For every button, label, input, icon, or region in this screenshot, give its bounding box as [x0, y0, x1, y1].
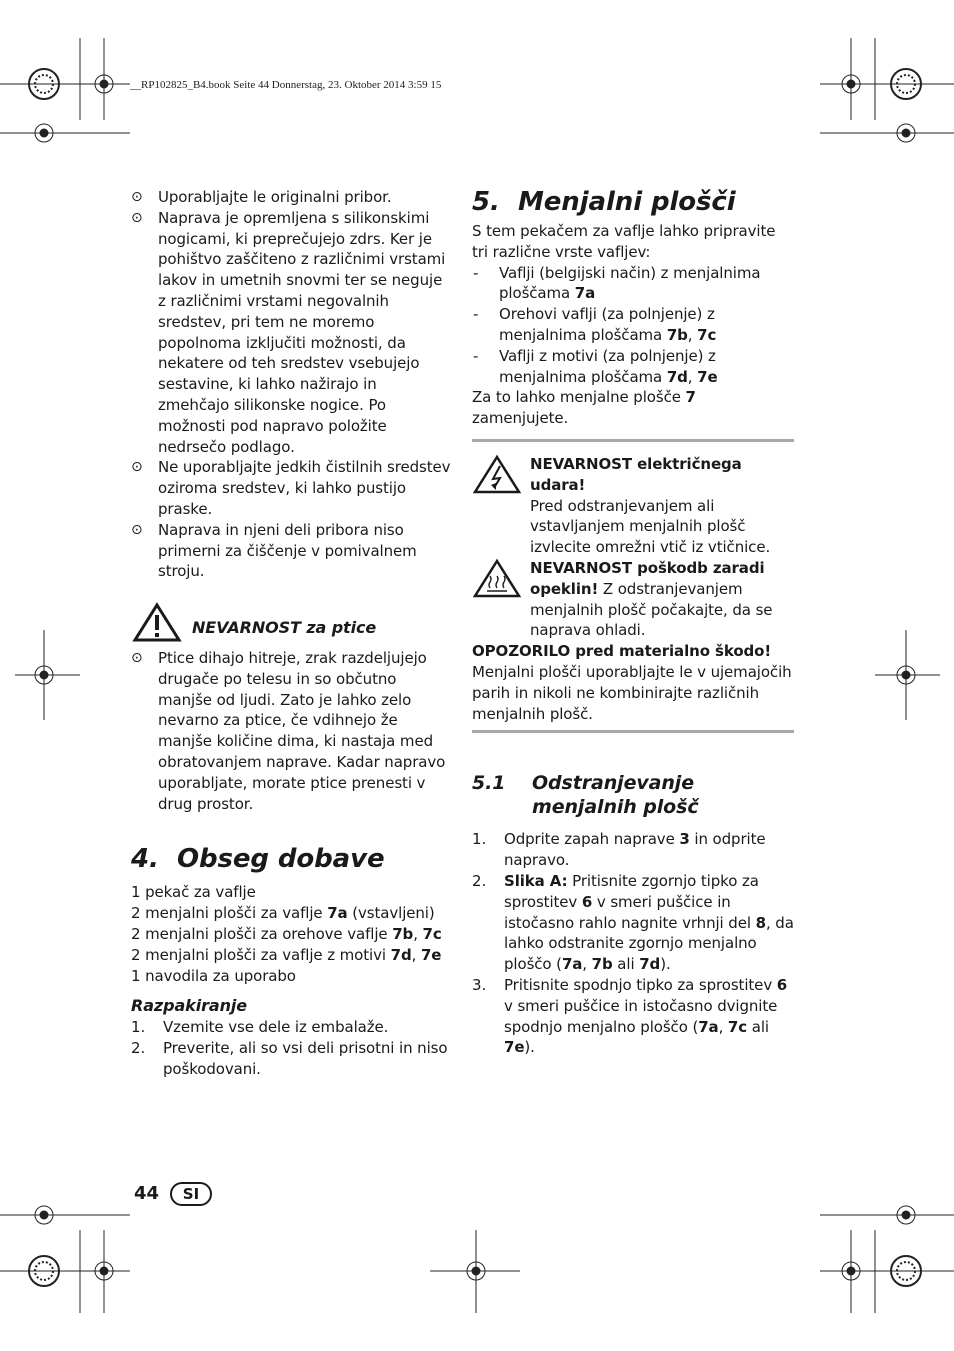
list-item: 2. Preverite, ali so vsi deli prisotni in niso poškodovani. [131, 1038, 448, 1078]
print-header-line: __RP102825_B4.book Seite 44 Donnerstag, 23. Oktober 2014 3:59 15 [130, 79, 442, 91]
section-4-heading: 4. Obseg dobave [131, 844, 385, 875]
birds-warning-title: NEVARNOST za ptice [192, 618, 377, 638]
list-item: 3. Pritisnite spodnjo tipko za sprostitev 6 v smeri puščice in istočasno dvignite spodnjo menjalno ploščo (7a, 7c ali 7e). [472, 975, 788, 1057]
section-5-intro: S tem pekačem za vaflje lahko pripravite tri različne vrste vafljev: [472, 222, 776, 261]
section-5-heading: 5. Menjalni plošči [472, 187, 736, 217]
delivery-item: 2 menjalni plošči za vaflje z motivi 7d, 7e [131, 945, 442, 964]
caution-title: OPOZORILO pred materialno škodo! [472, 642, 772, 661]
list-item: - Orehovi vaflji (za polnjenje) z menjalnima ploščama 7b, 7c [473, 305, 717, 344]
unpacking-heading: Razpakiranje [131, 996, 248, 1016]
list-item: - Vaflji (belgijski način) z menjalnima ploščama 7a [473, 263, 761, 303]
list-item: 1. Odprite zapah naprave 3 in odprite napravo. [472, 830, 766, 870]
warning-triangle-icon [132, 602, 192, 648]
language-badge: SI [170, 1182, 212, 1206]
list-item: 1. Vzemite vse dele iz embalaže. [131, 1018, 389, 1037]
delivery-item: 2 menjalni plošči za vaflje 7a (vstavljeni) [131, 904, 435, 923]
bullet-icon: ⊙ [131, 459, 143, 476]
right-column [472, 187, 794, 1058]
left-column [131, 187, 451, 1079]
page-number: 44 [134, 1183, 160, 1204]
list-item: ⊙ Uporabljajte le originalni pribor. [131, 188, 392, 206]
bullet-icon: ⊙ [131, 209, 143, 226]
list-item: ⊙ Naprava in njeni deli pribora niso primerni za čiščenje v pomivalnem stroju. [131, 520, 417, 581]
burn-warning: NEVARNOST poškodb zaradi opeklin! Z odstranjevanjem menjalnih plošč počakajte, da se naprava ohladi. [472, 558, 794, 641]
birds-warning [131, 602, 451, 648]
bullet-icon: ⊙ [131, 649, 143, 666]
list-item: ⊙ Ne uporabljajte jedkih čistilnih sredstev oziroma sredstev, ki lahko pustijo praske. [131, 458, 451, 518]
bullet-icon: ⊙ [131, 521, 143, 538]
delivery-item: 1 pekač za vaflje [131, 883, 256, 902]
list-item: ⊙ Naprava je opremljena s silikonskimi nogicami, ki preprečujejo zdrs. Ker je pohištvo zaščiteno z različnimi vrstami lakov in umetnih snovmi ter se neguje z različnimi vrstami negovalnih sredstev, pri tem ne moremo popolnoma izključiti možnosti, da nekatere od teh sredstev vsebujejo sestavine, ki lahko nažirajo in zmehčajo silikonske nogice. Po možnosti pod napravo položite nedrsečo podlago. [131, 208, 446, 456]
delivery-item: 1 navodila za uporabo [131, 966, 296, 985]
electric-shock-icon [472, 454, 530, 500]
hot-surface-icon [472, 558, 530, 604]
section-5-1-heading: 5.1 Odstranjevanje menjalnih plošč [472, 772, 699, 819]
list-item: - Vaflji z motivi (za polnjenje) z menjalnima ploščama 7d, 7e [473, 346, 718, 386]
electric-warning: NEVARNOST električnega udara! Pred odstranjevanjem ali vstavljanjem menjalnih plošč izvlecite omrežni vtič iz vtičnice. [472, 454, 794, 558]
list-item: 2. Slika A: Pritisnite zgornjo tipko za sprostitev 6 v smeri puščice in istočasno rahlo nagnite vrhnji del 8, da lahko odstranite zgornjo menjalno ploščo (7a, 7b ali 7d). [472, 871, 794, 974]
delivery-item: 2 menjalni plošči za orehove vaflje 7b, 7c [131, 924, 442, 943]
list-item: ⊙ Ptice dihajo hitreje, zrak razdeljujejo drugače po telesu in so občutno manjše od ljudi. Zato je lahko zelo nevarno za ptice, če vdihnejo že manjše količine dima, ki nastaja med obratovanjem naprave. Kadar napravo uporabljate, morate ptice prenesti v drug prostor. [131, 648, 446, 813]
caution-text: Menjalni plošči uporabljajte le v ujemajočih parih in nikoli ne kombinirajte različnih menjalnih plošč. [472, 662, 792, 723]
bullet-icon: ⊙ [131, 189, 143, 205]
section-5-outro: Za to lahko menjalne plošče 7 zamenjujete. [472, 388, 696, 428]
